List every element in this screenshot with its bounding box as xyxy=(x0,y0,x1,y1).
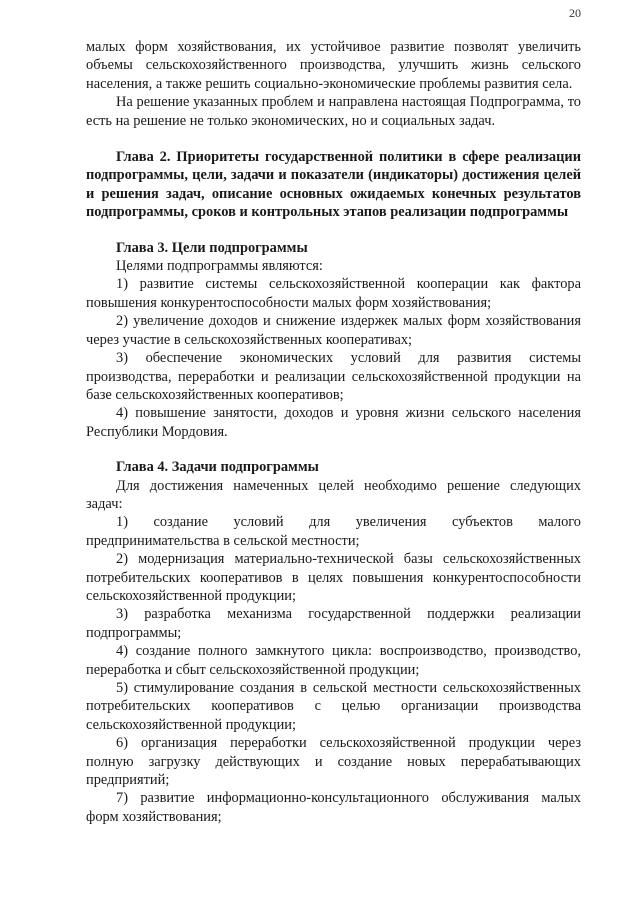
task-item: 7) развитие информационно-консультационного обслуживания малых форм хозяйствования; xyxy=(86,790,581,825)
chapter-4-title: Глава 4. Задачи подпрограммы xyxy=(116,459,319,476)
task-item: 2) модернизация материально-технической базы сельскохозяйственных потребительских кооперативов в целях повышения конкурентоспособности сельскохозяйственной продукции; xyxy=(86,551,581,604)
task-item: 1) создание условий для увеличения субъектов малого предпринимательства в сельской местности; xyxy=(86,514,581,549)
goal-item: 1) развитие системы сельскохозяйственной кооперации как фактора повышения конкурентоспособности малых форм хозяйствования; xyxy=(86,276,581,311)
goal-item: 3) обеспечение экономических условий для развития системы производства, переработки и реализации сельскохозяйственной продукции на базе сельскохозяйственных кооперативов; xyxy=(86,350,581,403)
task-item: 4) создание полного замкнутого цикла: воспроизводство, производство, переработка и сбыт сельскохозяйственной продукции; xyxy=(86,643,581,678)
chapter-3-title: Глава 3. Цели подпрограммы xyxy=(116,239,308,256)
document-body xyxy=(86,38,581,826)
intro-paragraph: На решение указанных проблем и направлена настоящая Подпрограмма, то есть на решение не только экономических, но и социальных задач. xyxy=(86,94,581,129)
task-item: 6) организация переработки сельскохозяйственной продукции через полную загрузку действующих и создание новых перерабатывающих предприятий; xyxy=(86,735,581,789)
goal-item: 4) повышение занятости, доходов и уровня жизни сельского населения Республики Мордовия. xyxy=(86,405,581,440)
chapter-3-lead: Целями подпрограммы являются: xyxy=(116,258,323,275)
chapter-4-lead: Для достижения намеченных целей необходимо решение следующих задач: xyxy=(86,477,581,512)
task-item: 3) разработка механизма государственной поддержки реализации подпрограммы; xyxy=(86,606,581,641)
chapter-2-title: Глава 2. Приоритеты государственной политики в сфере реализации подпрограммы, цели, задачи и показатели (индикаторы) достижения целей и решения задач, описание основных ожидаемых конечных результатов подпрограммы, сроков и контрольных этапов реализации подпрограммы xyxy=(86,149,581,221)
goal-item: 2) увеличение доходов и снижение издержек малых форм хозяйствования через участие в сельскохозяйственных кооперативах; xyxy=(86,313,581,348)
page-number: 20 xyxy=(569,6,581,20)
task-item: 5) стимулирование создания в сельской местности сельскохозяйственных потребительских кооперативов с целью организации производства сельскохозяйственной продукции; xyxy=(86,680,581,733)
intro-paragraph: малых форм хозяйствования, их устойчивое развитие позволят увеличить объемы сельскохозяйственного производства, улучшить жизнь сельского населения, а также решить социально-экономические проблемы развития села. xyxy=(86,39,581,92)
